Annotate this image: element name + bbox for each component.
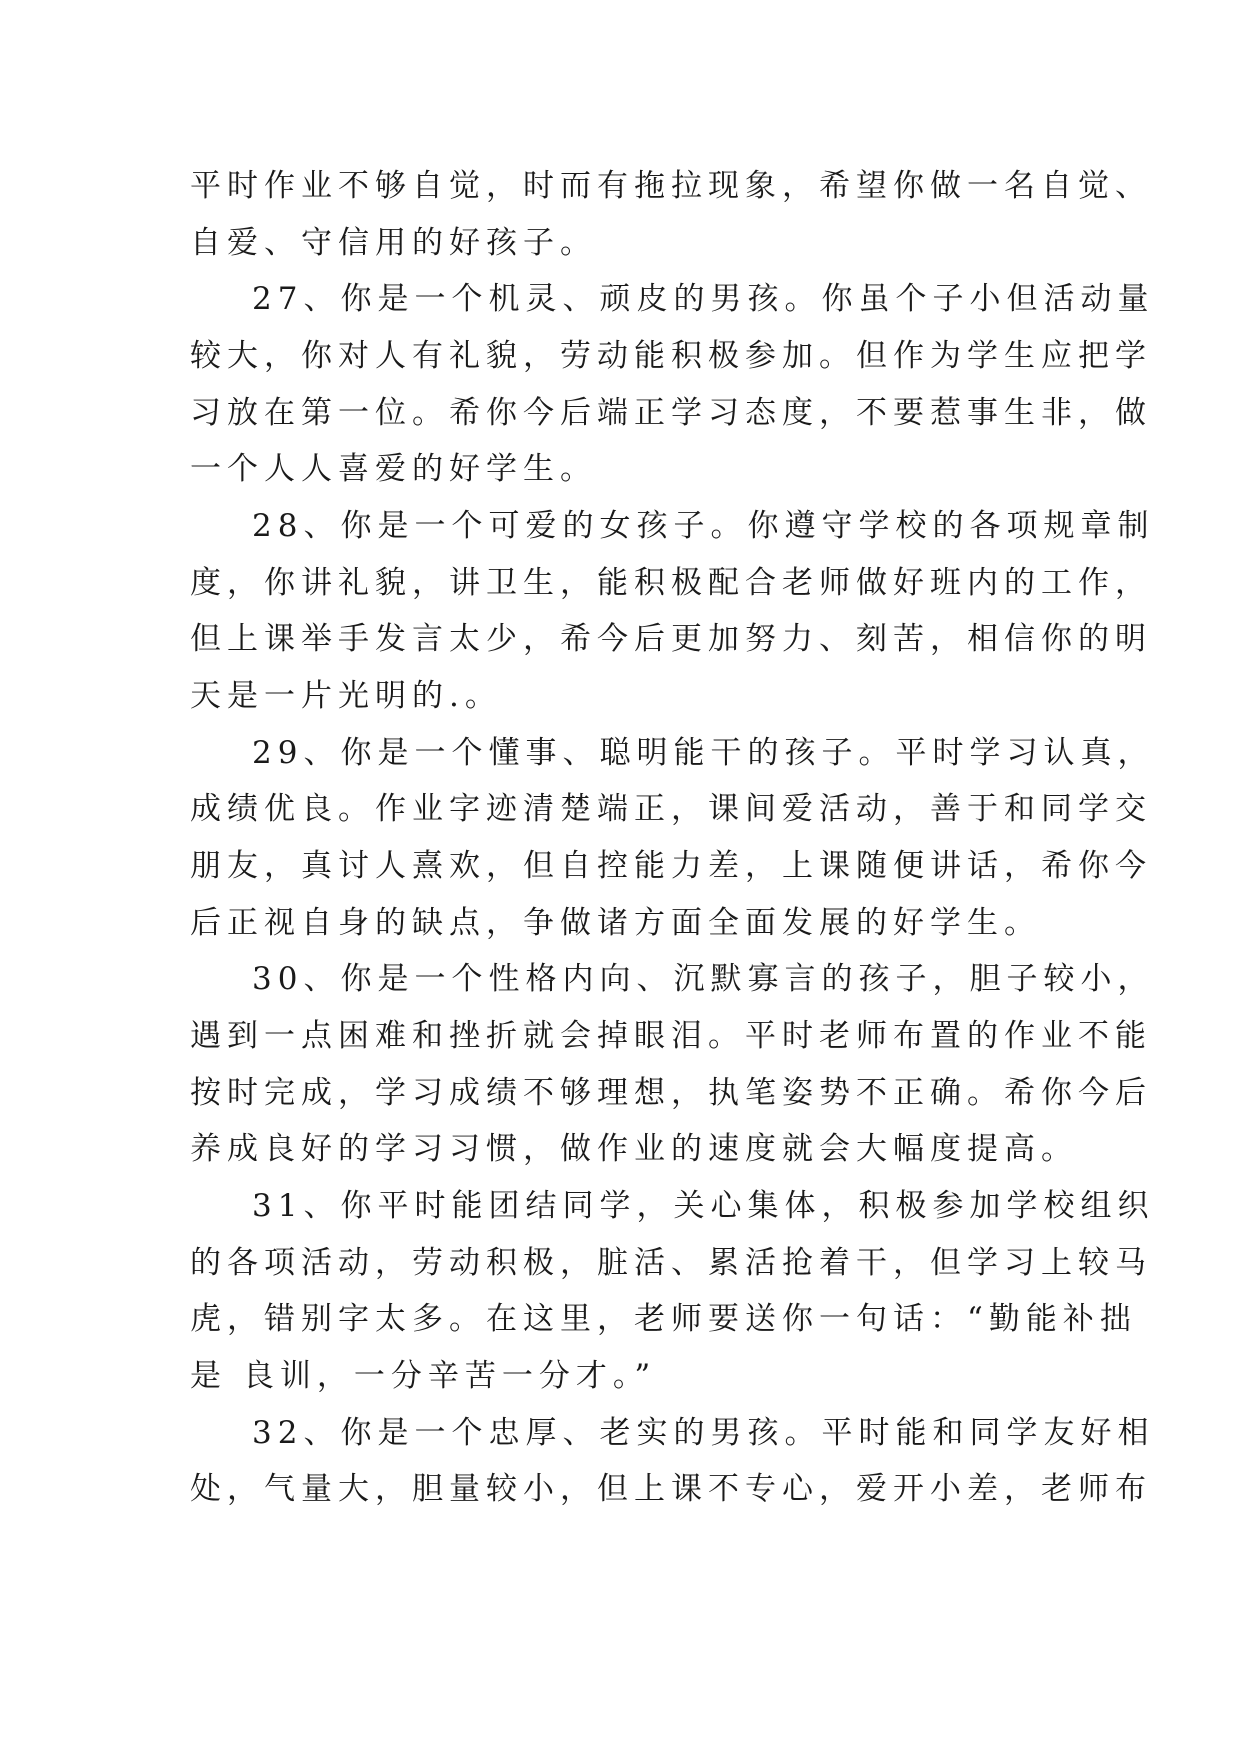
text-line: 习放在第一位。希你今后端正学习态度，不要惹事生非，做 [190, 395, 1152, 431]
paragraph-29-start: 29、你是一个懂事、聪明能干的孩子。平时学习认真， [252, 735, 1155, 771]
text-line: 较大，你对人有礼貌，劳动能积极参加。但作为学生应把学 [190, 338, 1152, 374]
text-line: 的各项活动，劳动积极，脏活、累活抢着干，但学习上较马 [190, 1245, 1152, 1281]
text-line: 遇到一点困难和挫折就会掉眼泪。平时老师布置的作业不能 [190, 1018, 1152, 1054]
text-line: 是 良训，一分辛苦一分才。” [190, 1358, 657, 1394]
text-line: 虎，错别字太多。在这里，老师要送你一句话：“勤能补拙 [190, 1301, 1137, 1337]
text-line: 处，气量大，胆量较小，但上课不专心，爱开小差，老师布 [190, 1471, 1152, 1507]
paragraph-30-start: 30、你是一个性格内向、沉默寡言的孩子，胆子较小， [252, 961, 1155, 997]
text-line: 成绩优良。作业字迹清楚端正，课间爱活动，善于和同学交 [190, 791, 1152, 827]
text-line: 后正视自身的缺点，争做诸方面全面发展的好学生。 [190, 905, 1041, 941]
text-line: 朋友，真讨人熹欢，但自控能力差，上课随便讲话，希你今 [190, 848, 1152, 884]
text-line: 自爱、守信用的好孩子。 [190, 225, 597, 261]
text-line: 天是一片光明的.。 [190, 678, 502, 714]
text-line: 但上课举手发言太少，希今后更加努力、刻苦，相信你的明 [190, 621, 1152, 657]
text-line: 一个人人喜爱的好学生。 [190, 451, 597, 487]
text-line: 度，你讲礼貌，讲卫生，能积极配合老师做好班内的工作， [190, 565, 1152, 601]
text-line: 养成良好的学习习惯，做作业的速度就会大幅度提高。 [190, 1131, 1078, 1167]
text-line: 平时作业不够自觉，时而有拖拉现象，希望你做一名自觉、 [190, 168, 1152, 204]
text-line: 按时完成，学习成绩不够理想，执笔姿势不正确。希你今后 [190, 1075, 1152, 1111]
paragraph-32-start: 32、你是一个忠厚、老实的男孩。平时能和同学友好相 [252, 1415, 1155, 1451]
paragraph-28-start: 28、你是一个可爱的女孩子。你遵守学校的各项规章制 [252, 508, 1155, 544]
paragraph-27-start: 27、你是一个机灵、顽皮的男孩。你虽个子小但活动量 [252, 281, 1155, 317]
paragraph-31-start: 31、你平时能团结同学，关心集体，积极参加学校组织 [252, 1188, 1155, 1224]
